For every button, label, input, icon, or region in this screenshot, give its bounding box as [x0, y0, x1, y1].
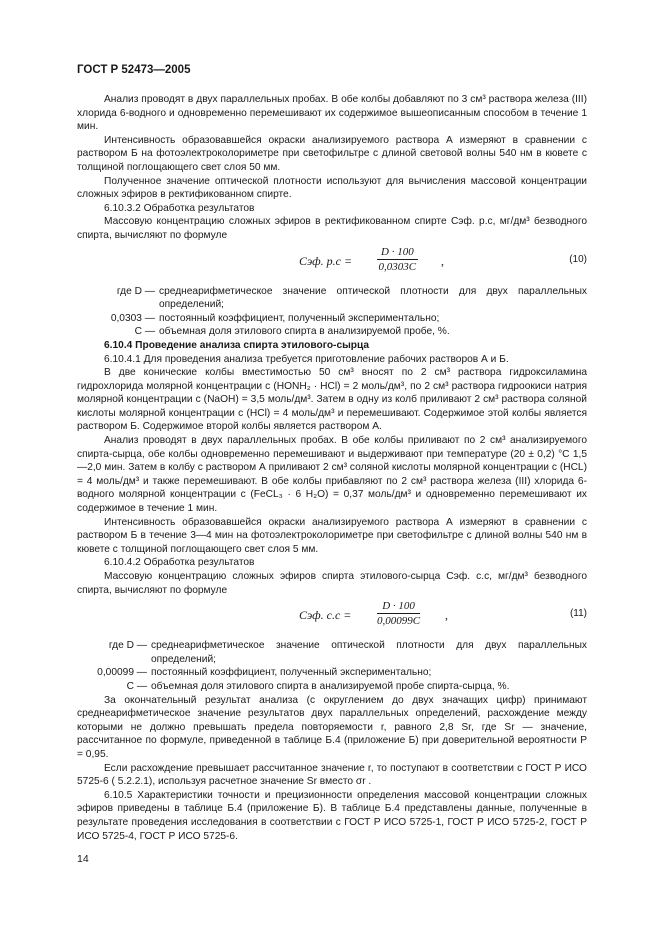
formula-denominator: 0,0303C [378, 260, 417, 273]
where-term: 0,00099 — [97, 667, 147, 679]
where-term: C — [134, 326, 155, 338]
formula-numerator: D · 100 [377, 599, 420, 614]
paragraph: Массовую концентрацию сложных эфиров в ректификованном спирте Cэф. р.с, мг/дм³ безводного спирта, вычисляют по формуле [77, 216, 587, 241]
where-row [77, 639, 587, 666]
where-desc: объемная доля этилового спирта в анализируемой пробе, %. [159, 326, 450, 338]
where-term: C — [126, 680, 147, 692]
where-term: где D — [108, 640, 147, 652]
body-text [77, 93, 587, 843]
where-term: где D — [116, 285, 155, 297]
paragraph: Если расхождение превышает рассчитанное значение r, то поступают в соответствии с ГОСТ Р ИСО 5725-6 ( 5.2.2.1), используя расчетное значение Sr вместо σr . [77, 762, 587, 788]
where-row [77, 325, 587, 339]
formula-numerator: D · 100 [377, 245, 418, 260]
formula-denominator: 0,00099C [377, 615, 421, 628]
paragraph: За окончательный результат анализа (с округлением до двух значащих цифр) принимают среднеарифметическое значение результатов двух параллельных определений, расхождение между которыми не должно превышать предела повторяемости r, равного 2,8 Sr, где Sr — значение, рассчитанное по формуле, приведенной в таблице Б.4 (приложение Б) при доверительной вероятности P = 0,95. [77, 694, 587, 760]
where-term: 0,0303 — [110, 312, 155, 324]
formula-fraction [377, 599, 420, 628]
where-desc: среднеарифметическое значение оптической плотности для двух параллельных определений; [159, 285, 587, 311]
where-row [77, 666, 587, 680]
formula-comma: , [445, 608, 448, 623]
paragraph: Массовую концентрацию сложных эфиров спирта этилового-сырца Cэф. с.с, мг/дм³ безводного спирта, вычисляют по формуле [77, 571, 587, 596]
paragraph: Полученное значение оптической плотности используют для вычисления массовой концентрации сложных эфиров в ректификованном спирте. [77, 175, 587, 201]
paragraph: В две конические колбы вместимостью 50 см³ вносят по 2 см³ раствора гидроксиламина гидрохлорида молярной концентрации c (HONH₂ · HCl) = 2 моль/дм³, по 2 см³ раствора гидроокиси натрия молярной концентрации c (NaOH) = 3,5 моль/дм³. Затем в одну из колб приливают 2 см³ раствора соляной кислоты молярной концентрации c (HCl) = 4 моль/дм³ и перемешивают. Содержимое этой колбы является раствором Б. Содержимое второй колбы является раствором А. [77, 367, 587, 433]
standard-header: ГОСТ Р 52473—2005 [77, 64, 191, 76]
section-heading: 6.10.4 Проведение анализа спирта этилового-сырца [104, 339, 370, 351]
page-number: 14 [77, 853, 89, 865]
where-row [77, 680, 587, 694]
paragraph: Анализ проводят в двух параллельных пробах. В обе колбы добавляют по 3 см³ раствора железа (III) хлорида 6-водного и одновременно перемешивают их содержимое вышеописанным способом в течение 1 мин. [77, 94, 587, 133]
formula-10 [77, 245, 587, 283]
where-desc: постоянный коэффициент, полученный экспериментально; [159, 312, 440, 324]
paragraph: Интенсивность образовавшейся окраски анализируемого раствора А измеряют в сравнении с раствором Б в течение 3—4 мин на фотоэлектроколориметре при светофильтре с длиной волны 540 нм в кювете с толщиной поглощающего свет слоя 5 мм. [77, 516, 587, 555]
formula-lhs: Cэф. с.с = [299, 608, 352, 623]
formula-number: (10) [569, 253, 587, 265]
section-heading: 6.10.3.2 Обработка результатов [104, 202, 255, 214]
formula-lhs: Cэф. р.с = [299, 253, 353, 268]
where-desc: объемная доля этилового спирта в анализируемой пробе спирта-сырца, %. [151, 680, 510, 692]
where-desc: среднеарифметическое значение оптической плотности для двух параллельных определений; [151, 640, 587, 665]
where-row [77, 285, 587, 312]
paragraph: 6.10.4.1 Для проведения анализа требуется приготовление рабочих растворов А и Б. [104, 353, 509, 365]
formula-fraction [377, 245, 418, 274]
paragraph: Интенсивность образовавшейся окраски анализируемого раствора А измеряют в сравнении с раствором Б на фотоэлектроколориметре при светофильтре с длиной световой волны 540 нм в кювете с толщиной поглощающего свет слоя 50 мм. [77, 134, 587, 173]
where-row [77, 312, 587, 326]
formula-11 [77, 599, 587, 637]
formula-comma: , [441, 253, 444, 268]
section-heading: 6.10.4.2 Обработка результатов [104, 557, 255, 569]
paragraph: 6.10.5 Характеристики точности и прецизионности определения массовой концентрации сложных эфиров приведены в таблице Б.4 (приложение Б). В таблице Б.4 представлены данные, полученные в результате проведения исследования в соответствии с ГОСТ Р ИСО 5725-1, ГОСТ Р ИСО 5725-2, ГОСТ Р ИСО 5725-4, ГОСТ Р ИСО 5725-6. [77, 789, 587, 842]
formula-number: (11) [569, 608, 587, 620]
where-desc: постоянный коэффициент, полученный экспериментально; [151, 667, 432, 679]
paragraph: Анализ проводят в двух параллельных пробах. В обе колбы приливают по 2 см³ анализируемого спирта-сырца, обе колбы одновременно перемешивают и выдерживают при температуре (20 ± 0,2) °С 1,5—2,0 мин. Затем в колбу с раствором А приливают 2 см³ соляной кислоты молярной концентрации c (HCL) = 4 моль/дм³ и также перемешивают. В обе колбы прибавляют по 2 см³ раствора железа (III) хлорида 6-водного молярной концентрации c (FeCL₃ · 6 H₂O) = 0,37 моль/дм³ и одновременно перемешивают их содержимое в течение 1 мин. [77, 435, 587, 515]
